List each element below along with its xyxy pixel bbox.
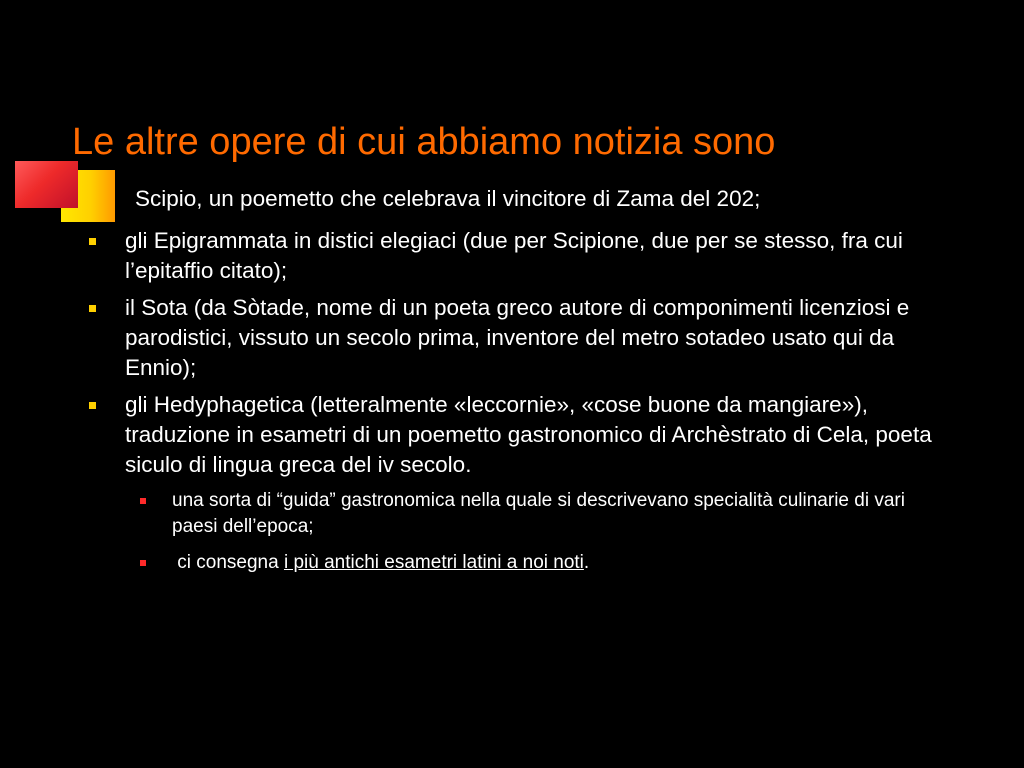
list-item — [85, 293, 945, 383]
decorative-red-square — [15, 161, 78, 208]
list-item — [85, 226, 945, 286]
square-bullet-icon — [89, 402, 96, 409]
square-bullet-icon — [140, 498, 146, 504]
sub-list-item-prefix: ci consegna — [172, 552, 284, 573]
list-item-text: il Sota (da Sòtade, nome di un poeta greco autore di componimenti licenziosi e parodistici, vissuto un secolo prima, inventore del metro sotadeo usato qui da Ennio); — [125, 295, 910, 380]
underlined-link[interactable]: i più antichi esametri latini a noi noti — [283, 552, 584, 573]
sub-bullet-list — [125, 488, 945, 576]
bullet-list — [85, 226, 945, 586]
sub-list-item-suffix: . — [583, 552, 590, 573]
square-bullet-icon — [140, 560, 146, 566]
slide-title: Le altre opere di cui abbiamo notizia sono — [72, 121, 776, 163]
list-item — [85, 390, 945, 576]
square-bullet-icon — [89, 238, 96, 245]
list-item-text: gli Epigrammata in distici elegiaci (due per Scipione, due per se stesso, fra cui l’epitaffio citato); — [125, 228, 903, 283]
sub-list-item-text: una sorta di “guida” gastronomica nella quale si descrivevano specialità culinarie di vari paesi dell’epoca; — [172, 490, 905, 537]
square-bullet-icon — [89, 305, 96, 312]
list-item-text: gli Hedyphagetica (letteralmente «leccornie», «cose buone da mangiare»), traduzione in esametri di un poemetto gastronomico di Archèstrato di Cela, poeta siculo di lingua greca del iv secolo. — [125, 392, 932, 477]
intro-line: Scipio, un poemetto che celebrava il vincitore di Zama del 202; — [135, 186, 761, 211]
sub-list-item — [125, 488, 945, 540]
sub-list-item — [125, 550, 945, 576]
